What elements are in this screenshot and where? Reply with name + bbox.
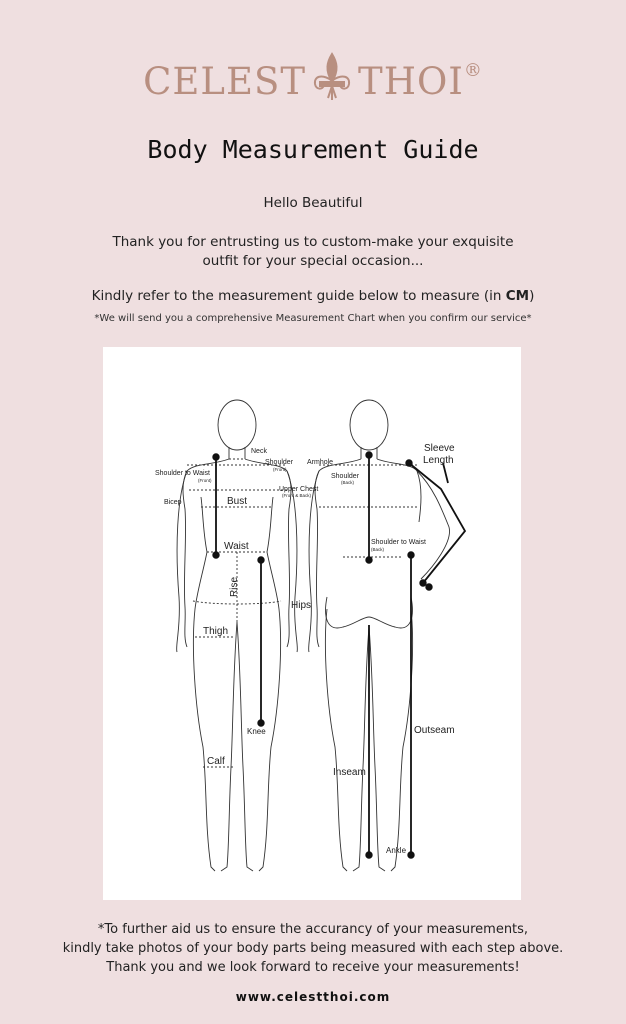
refer-text xyxy=(0,288,626,304)
label-front: (Front) xyxy=(273,467,287,472)
footer-line: kindly take photos of your body parts being measured with each step above. xyxy=(62,941,564,956)
label-inseam: Inseam xyxy=(333,767,366,778)
footer-paragraph xyxy=(0,920,626,977)
label-bust: Bust xyxy=(227,496,248,507)
label-shoulder-back: Shoulder xyxy=(331,473,360,480)
label-thigh: Thigh xyxy=(203,626,229,637)
label-calf: Calf xyxy=(207,756,225,767)
label-ankle: Ankle xyxy=(386,846,407,855)
label-shoulder-to-waist-front: Shoulder to Waist xyxy=(155,470,210,477)
footer-line: Thank you and we look forward to receive your measurements! xyxy=(106,960,520,975)
measurement-figure xyxy=(103,347,521,900)
label-back-small: (Back) xyxy=(371,547,385,552)
label-rise: Rise xyxy=(229,576,240,597)
page-title: Body Measurement Guide xyxy=(147,135,479,164)
footer-line: *To further aid us to ensure the accurancy of your measurements, xyxy=(97,922,529,937)
thanks-paragraph xyxy=(0,233,626,271)
service-note: *We will send you a comprehensive Measurement Chart when you confirm our service* xyxy=(94,313,532,324)
registered-mark: ® xyxy=(463,60,483,81)
label-back: (Back) xyxy=(341,480,355,485)
label-front-small: (Front) xyxy=(198,478,212,483)
label-sleeve: Sleeve xyxy=(424,443,455,454)
label-outseam: Outseam xyxy=(414,725,455,736)
label-shoulder-to-waist-back: Shoulder to Waist xyxy=(371,539,426,546)
thanks-line: outfit for your special occasion... xyxy=(202,253,424,269)
brand-logo xyxy=(0,52,626,103)
body-diagram xyxy=(103,347,521,900)
greeting-text: Hello Beautiful xyxy=(263,195,363,211)
label-length: Length xyxy=(423,455,454,466)
label-front-back: (Front & Back) xyxy=(282,493,312,498)
thanks-line: Thank you for entrusting us to custom-make your exquisite xyxy=(112,234,514,250)
brand-name-right: THOI xyxy=(358,60,464,103)
label-knee: Knee xyxy=(247,727,266,736)
refer-after: ) xyxy=(529,288,535,304)
label-bicep: Bicep xyxy=(164,499,182,506)
label-upper-chest: Upper Chest xyxy=(279,486,319,493)
brand-name-left: CELEST xyxy=(143,60,307,103)
back-figure-outline xyxy=(309,400,450,871)
label-shoulder-front: Shoulder xyxy=(265,459,294,466)
measurement-lines xyxy=(187,459,417,767)
label-armhole: Armhole xyxy=(307,459,334,466)
fleur-de-lis-icon xyxy=(310,52,354,102)
website-link[interactable]: www.celestthoi.com xyxy=(235,990,391,1004)
measurement-guides xyxy=(213,452,465,858)
label-neck: Neck xyxy=(251,448,267,455)
label-hips: Hips xyxy=(291,600,312,611)
unit-text: CM xyxy=(505,288,530,304)
figure-labels xyxy=(155,443,455,855)
refer-before: Kindly refer to the measurement guide below to measure (in xyxy=(91,288,506,304)
label-waist: Waist xyxy=(224,541,249,552)
